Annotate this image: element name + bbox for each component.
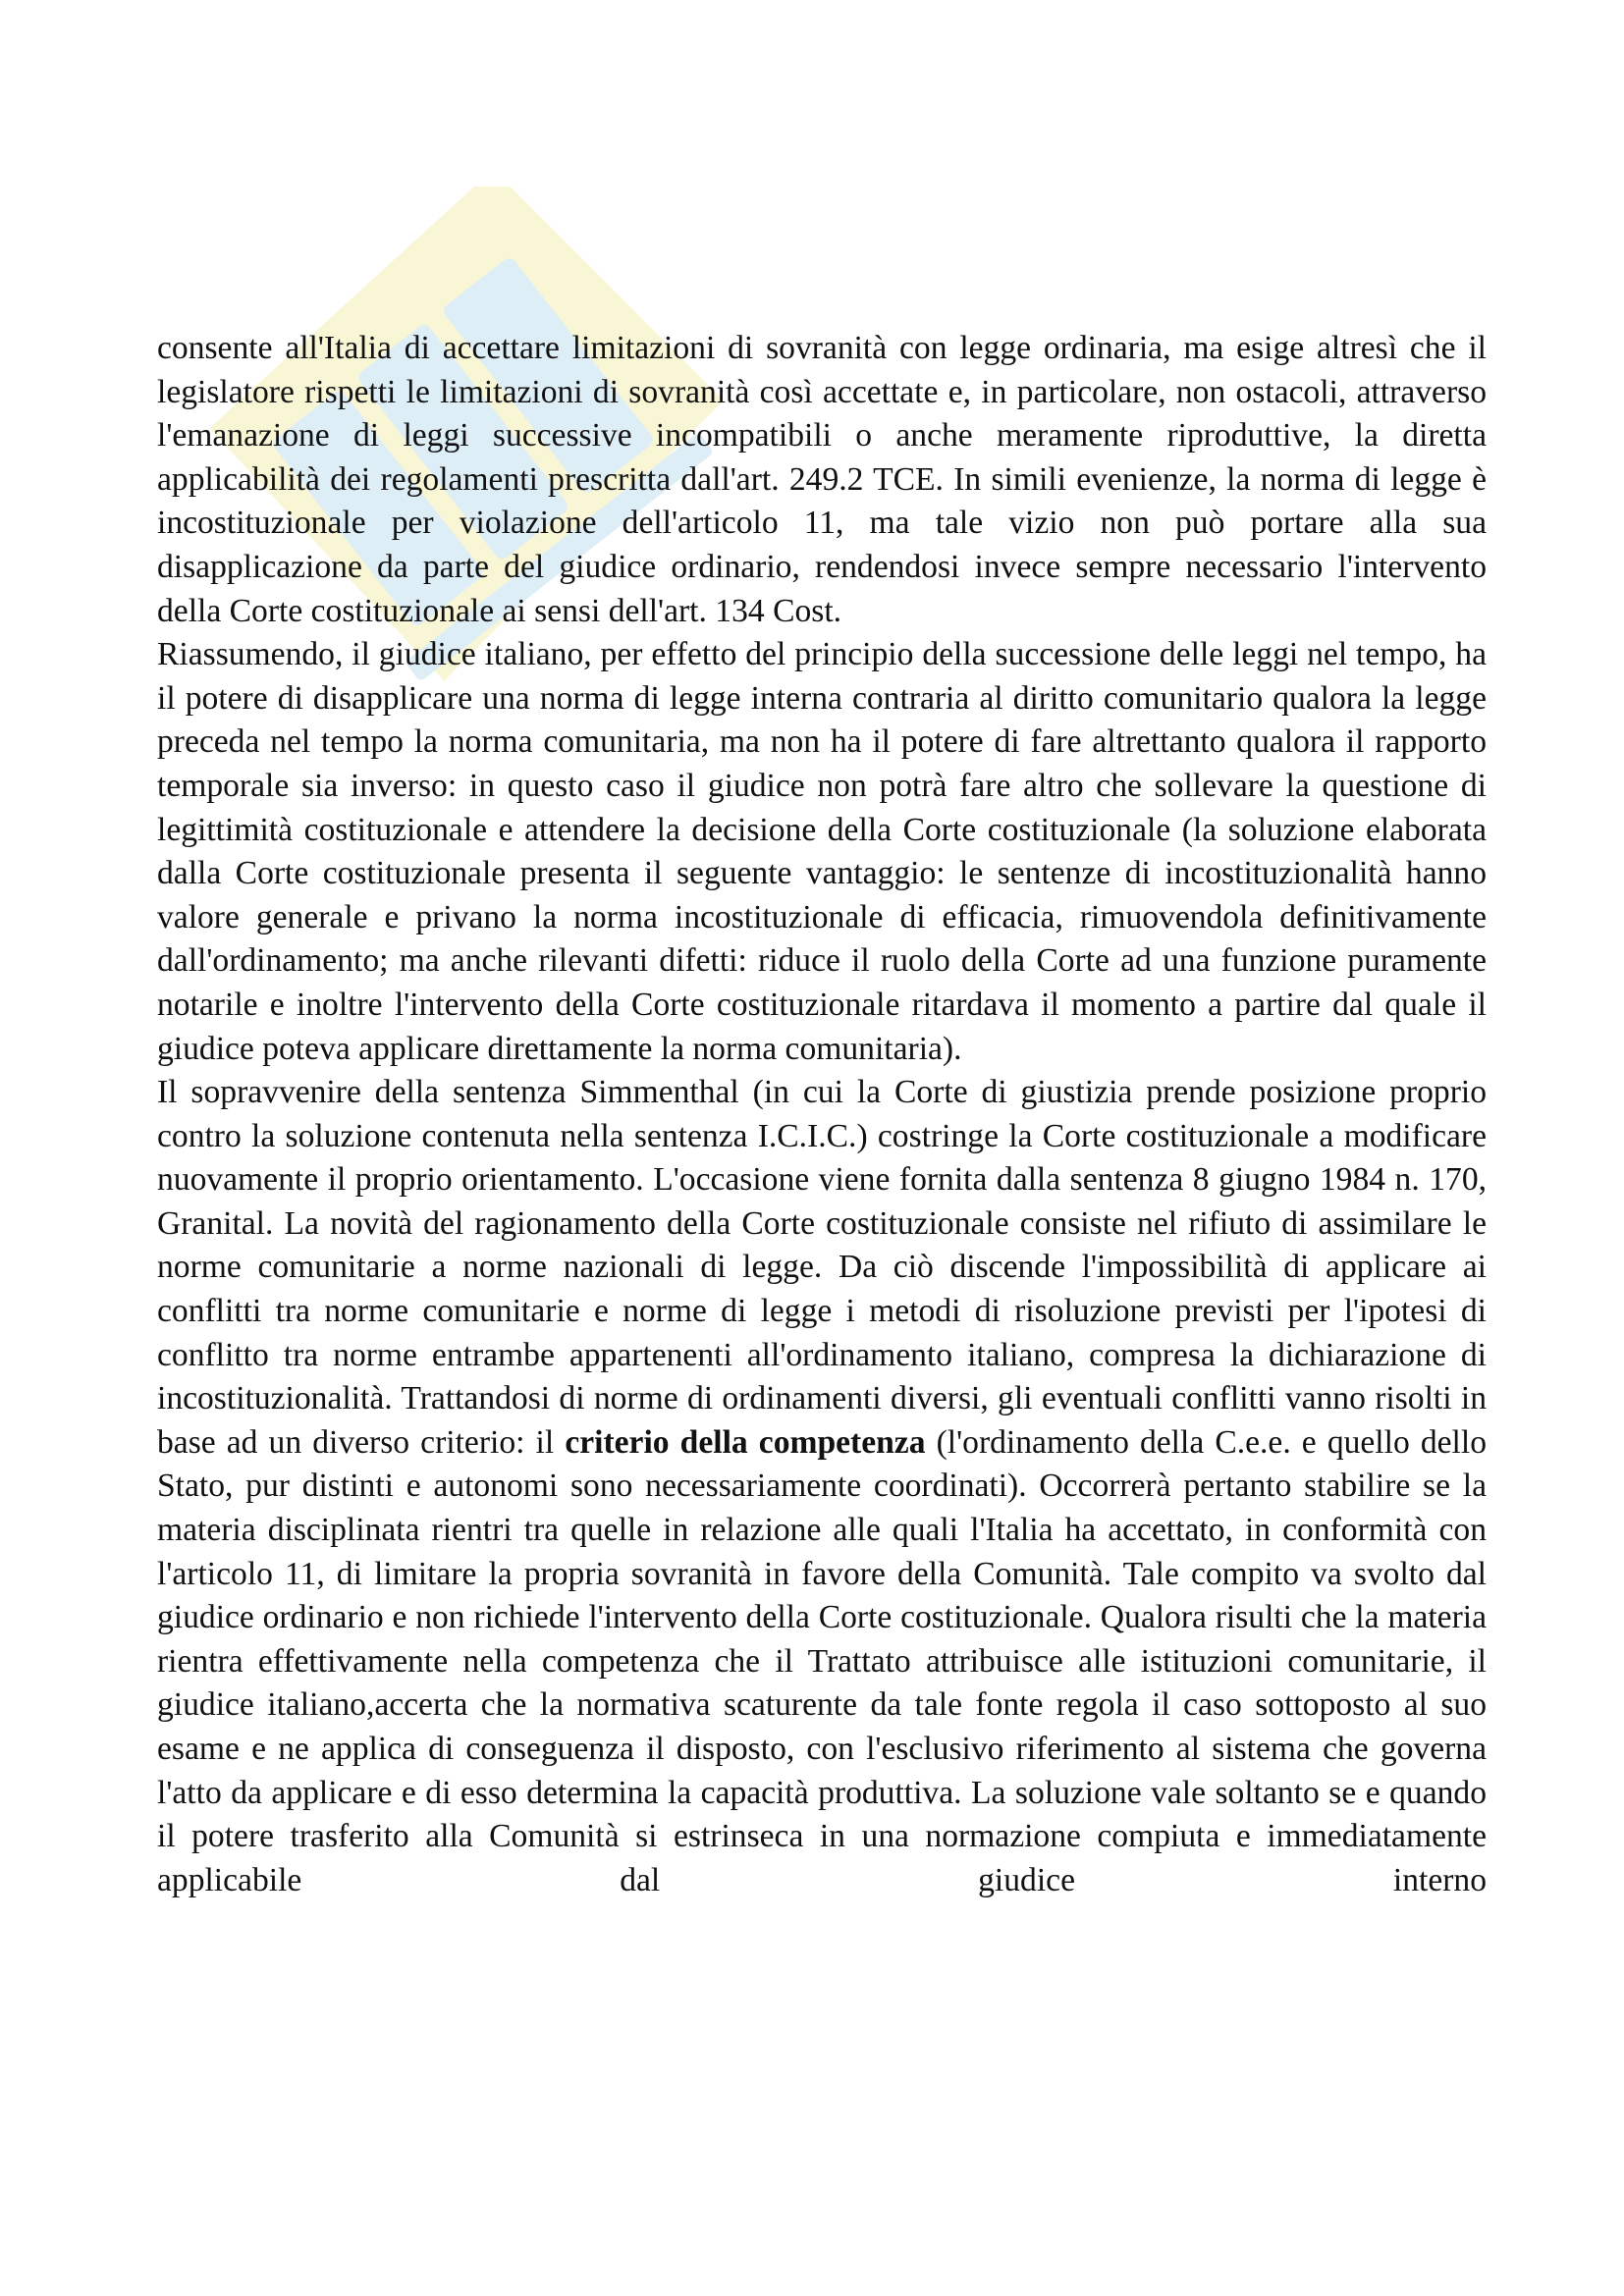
paragraph-2: Riassumendo, il giudice italiano, per effetto del principio della successione delle leggi nel tempo, ha il potere di disapplicare una norma di legge interna contraria al diritto comunitario qualora la legge preceda nel tempo la norma comunitaria, ma non ha il potere di fare altrettanto qualora il rapporto temporale sia inverso: in questo caso il giudice non potrà fare altro che sollevare la questione di legittimità costituzionale e attendere la decisione della Corte costituzionale (la soluzione elaborata dalla Corte costituzionale presenta il seguente vantaggio: le sentenze di incostituzionalità hanno valore generale e privano la norma incostituzionale di efficacia, rimuovendola definitivamente dall'ordinamento; ma anche rilevanti difetti: riduce il ruolo della Corte ad una funzione puramente notarile e inoltre l'intervento della Corte costituzionale ritardava il momento a partire dal quale il giudice poteva applicare direttamente la norma comunitaria). bbox=[157, 636, 1487, 1067]
bold-term-criterio-della-competenza: criterio della competenza bbox=[565, 1423, 926, 1461]
paragraph-3-text-after: (l'ordinamento della C.e.e. e quello dello Stato, pur distinti e autonomi sono necessariamente coordinati). Occorrerà pertanto stabilire se la materia disciplinata rientri tra quelle in relazione alle quali l'Italia ha accettato, in conformità con l'articolo 11, di limitare la propria sovranità in favore della Comunità. Tale compito va svolto dal giudice ordinario e non richiede l'intervento della Corte costituzionale. Qualora risulti che la materia rientra effettivamente nella competenza che il Trattato attribuisce alle istituzioni comunitarie, il giudice italiano,accerta che la normativa scaturente da tale fonte regola il caso sottoposto al suo esame e ne applica di conseguenza il disposto, con l'esclusivo riferimento al sistema che governa l'atto da applicare e di esso determina la capacità produttiva. La soluzione vale soltanto se e quando il potere trasferito alla Comunità si estrinseca in una normazione compiuta e immediatamente applicabile dal giudice interno bbox=[157, 1423, 1487, 1898]
paragraph-3 bbox=[157, 1071, 1487, 1902]
paragraph-1: consente all'Italia di accettare limitazioni di sovranità con legge ordinaria, ma esige altresì che il legislatore rispetti le limitazioni di sovranità così accettate e, in particolare, non ostacoli, attraverso l'emanazione di leggi successive incompatibili o anche meramente riproduttive, la diretta applicabilità dei regolamenti prescritta dall'art. 249.2 TCE. In simili evenienze, la norma di legge è incostituzionale per violazione dell'articolo 11, ma tale vizio non può portare alla sua disapplicazione da parte del giudice ordinario, rendendosi invece sempre necessario l'intervento della Corte costituzionale ai sensi dell'art. 134 Cost. bbox=[157, 330, 1487, 629]
paragraph-3-text-before: Il sopravvenire della sentenza Simmenthal (in cui la Corte di giustizia prende posizione proprio contro la soluzione contenuta nella sentenza I.C.I.C.) costringe la Corte costituzionale a modificare nuovamente il proprio orientamento. L'occasione viene fornita dalla sentenza 8 giugno 1984 n. 170, Granital. La novità del ragionamento della Corte costituzionale consiste nel rifiuto di assimilare le norme comunitarie a norme nazionali di legge. Da ciò discende l'impossibilità di applicare ai conflitti tra norme comunitarie e norme di legge i metodi di risoluzione previsti per l'ipotesi di conflitto tra norme entrambe appartenenti all'ordinamento italiano, compresa la dichiarazione di incostituzionalità. Trattandosi di norme di ordinamenti diversi, gli eventuali conflitti vanno risolti in base ad un diverso criterio: il bbox=[157, 1074, 1487, 1461]
document-body bbox=[157, 327, 1487, 1902]
